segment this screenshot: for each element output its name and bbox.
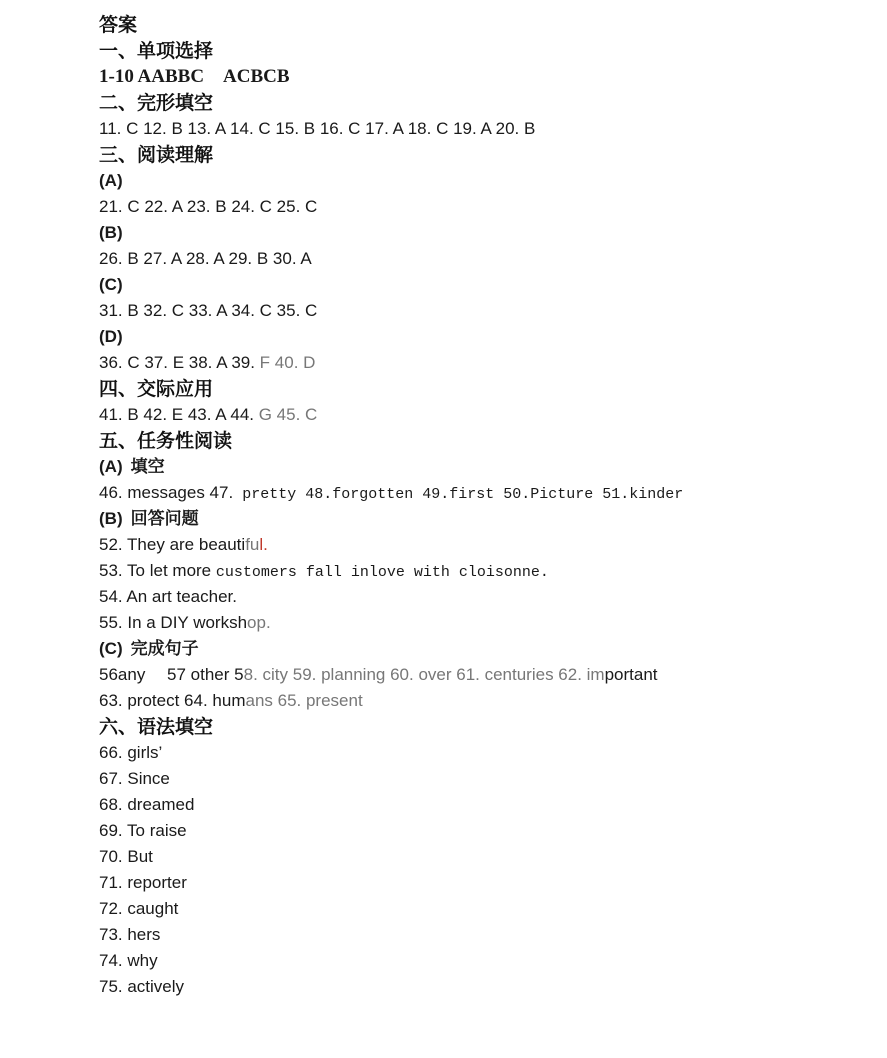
grammar-answer: 66. girls’ xyxy=(99,743,163,762)
page-title: 答案 xyxy=(99,14,138,36)
grammar-answer: 67. Since xyxy=(99,769,170,788)
task-c-answers-line1 xyxy=(99,662,859,688)
task-c-header xyxy=(99,636,859,662)
reading-d-answers-main: 36. C 37. E 38. A 39. xyxy=(99,353,255,372)
task-c-line2-main: 63. protect 64. hum xyxy=(99,691,246,710)
task-c-line1-faded: 8. city 59. planning 60. over 61. centuries 62. im xyxy=(243,665,605,684)
grammar-answer: 69. To raise xyxy=(99,821,187,840)
grammar-answer: 70. But xyxy=(99,847,153,866)
section-heading-communication: 四、交际应用 xyxy=(99,378,214,400)
task-c-answers-line2 xyxy=(99,688,859,714)
answer-key-page xyxy=(99,12,859,1000)
task-c-label: (C) xyxy=(99,639,123,658)
task-a-header xyxy=(99,454,859,480)
reading-c-label: (C) xyxy=(99,275,123,294)
answer-52 xyxy=(99,532,859,558)
reading-d-label: (D) xyxy=(99,327,123,346)
cloze-answers: 11. C 12. B 13. A 14. C 15. B 16. C 17. A 18. C 19. A 20. B xyxy=(99,119,536,138)
communication-answers-faded: G 45. C xyxy=(254,405,318,424)
task-b-title: 回答问题 xyxy=(130,509,199,529)
reading-a-label: (A) xyxy=(99,171,123,190)
single-choice-answers: 1-10 AABBC ACBCB xyxy=(99,66,290,87)
reading-c-answers: 31. B 32. C 33. A 34. C 35. C xyxy=(99,301,318,320)
answer-55 xyxy=(99,610,859,636)
task-c-line2-faded: ans 65. present xyxy=(245,691,363,710)
task-b-label: (B) xyxy=(99,509,123,528)
reading-b-label: (B) xyxy=(99,223,123,242)
answer-54: 54. An art teacher. xyxy=(99,587,237,606)
reading-b-answers: 26. B 27. A 28. A 29. B 30. A xyxy=(99,249,312,268)
task-a-title: 填空 xyxy=(130,457,165,477)
answer-55-faded: op. xyxy=(247,613,271,632)
grammar-answer: 73. hers xyxy=(99,925,161,944)
answer-53-sans: 53. To let more xyxy=(99,561,216,580)
task-b-header xyxy=(99,506,859,532)
section-heading-single-choice: 一、单项选择 xyxy=(99,40,214,62)
reading-d-answers xyxy=(99,350,859,376)
communication-answers xyxy=(99,402,859,428)
communication-answers-main: 41. B 42. E 43. A 44. xyxy=(99,405,255,424)
grammar-answer: 74. why xyxy=(99,951,158,970)
task-a-answers xyxy=(99,480,859,506)
grammar-answer: 68. dreamed xyxy=(99,795,195,814)
answer-52-red: l. xyxy=(259,535,268,554)
task-c-line1-end: portant xyxy=(604,665,658,684)
section-heading-reading: 三、阅读理解 xyxy=(99,144,214,166)
grammar-answer: 72. caught xyxy=(99,899,179,918)
answer-53-mono: customers fall inlove with cloisonne. xyxy=(215,564,549,581)
task-c-line1-main: 56any 57 other 5 xyxy=(99,665,244,684)
answer-55-main: 55. In a DIY worksh xyxy=(99,613,248,632)
task-c-title: 完成句子 xyxy=(130,639,199,659)
reading-a-answers: 21. C 22. A 23. B 24. C 25. C xyxy=(99,197,318,216)
reading-d-answers-faded: F 40. D xyxy=(254,353,316,372)
task-a-answers-sans: 46. messages 47. xyxy=(99,483,234,502)
section-heading-grammar: 六、语法填空 xyxy=(99,716,214,738)
answer-53 xyxy=(99,558,859,584)
task-a-label: (A) xyxy=(99,457,123,476)
section-heading-task-reading: 五、任务性阅读 xyxy=(99,430,233,452)
section-heading-cloze: 二、完形填空 xyxy=(99,92,214,114)
task-a-answers-mono: pretty 48.forgotten 49.first 50.Picture 51.kinder xyxy=(233,486,684,503)
answer-52-main: 52. They are beauti xyxy=(99,535,246,554)
answer-52-faded: fu xyxy=(245,535,260,554)
grammar-answer: 75. actively xyxy=(99,977,185,996)
grammar-answer: 71. reporter xyxy=(99,873,187,892)
